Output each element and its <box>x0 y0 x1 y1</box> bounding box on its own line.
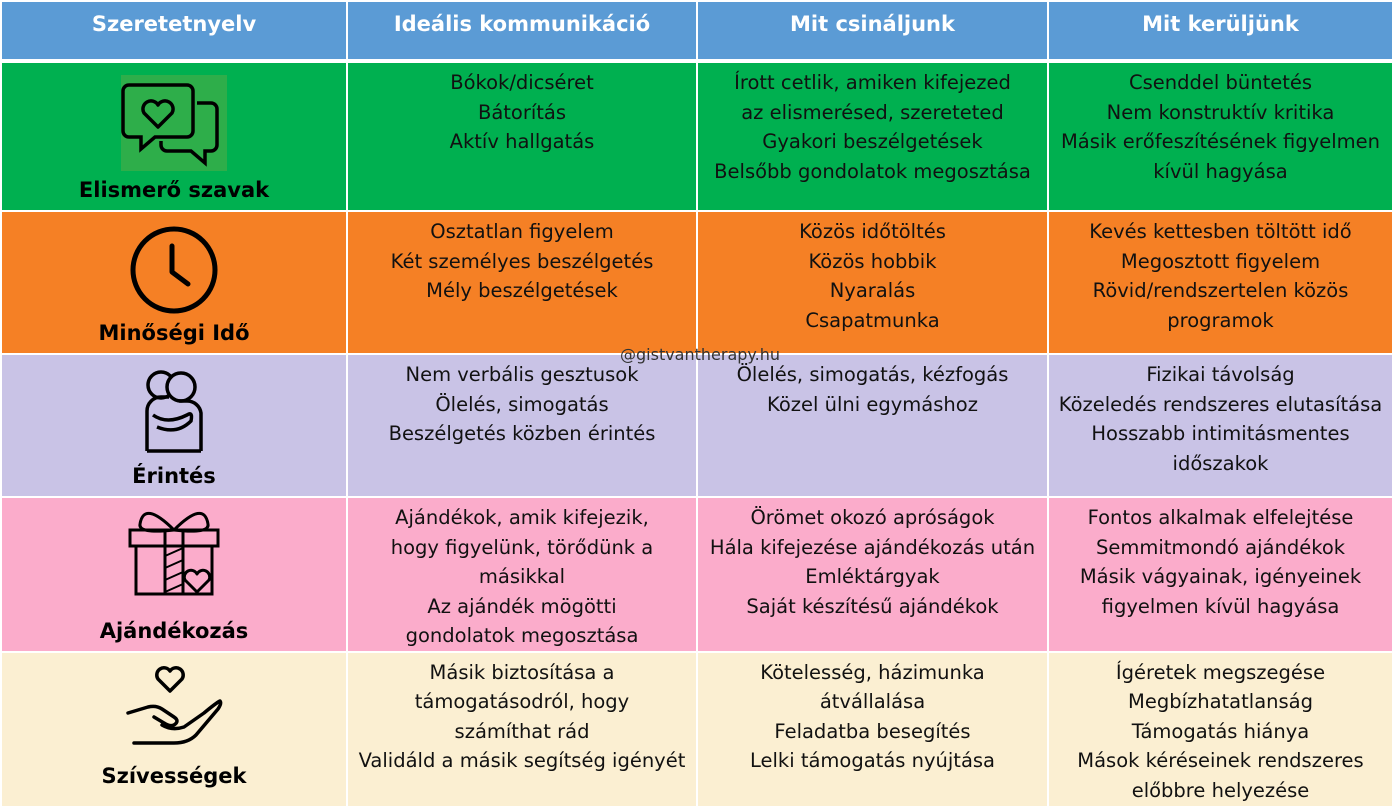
list-item: Másik erőfeszítésének figyelmen kívül hagyása <box>1060 130 1381 183</box>
watermark: @gistvantherapy.hu <box>620 345 780 364</box>
header-what-to-avoid: Mit kerüljünk <box>1048 1 1392 61</box>
do-cell <box>697 61 1048 211</box>
list-item: Ígéretek megszegése <box>1115 660 1326 684</box>
speech-bubbles-heart-icon <box>121 75 227 171</box>
list-item: Validáld a másik segítség igényét <box>358 749 686 772</box>
ideal-cell <box>347 497 697 652</box>
list-item: Bátorítás <box>477 100 567 124</box>
list-item: Aktív hallgatás <box>449 130 595 153</box>
language-cell <box>1 497 347 652</box>
list-item: Ölelés, simogatás <box>435 392 609 416</box>
header-ideal-communication: Ideális kommunikáció <box>347 1 697 61</box>
list-item: Nem verbális gesztusok <box>405 363 639 386</box>
list-item: Mély beszélgetések <box>426 279 618 302</box>
header-what-to-do: Mit csináljunk <box>697 1 1048 61</box>
table-row <box>1 497 1392 652</box>
list-item: Az ajándék mögötti gondolatok megosztása <box>405 594 639 647</box>
list-item: Közös időtöltés <box>799 220 946 243</box>
list-item: Semmitmondó ajándékok <box>1095 535 1346 559</box>
language-cell <box>1 61 347 211</box>
list-item: Fizikai távolság <box>1146 363 1295 386</box>
avoid-cell <box>1048 354 1392 497</box>
list-item: Rövid/rendszertelen közös programok <box>1092 279 1349 332</box>
table-row <box>1 652 1392 807</box>
language-cell <box>1 211 347 354</box>
avoid-cell <box>1048 211 1392 354</box>
table-row <box>1 61 1392 211</box>
list-item: Bókok/dicséret <box>450 71 594 94</box>
avoid-cell <box>1048 61 1392 211</box>
list-item: Emléktárgyak <box>805 565 940 588</box>
list-item: Lelki támogatás nyújtása <box>749 749 996 772</box>
gift-icon <box>127 506 221 598</box>
list-item: Beszélgetés közben érintés <box>388 422 656 445</box>
header-row <box>1 1 1392 61</box>
avoid-cell <box>1048 497 1392 652</box>
hug-icon <box>139 365 209 457</box>
list-item: Másik biztosítása a támogatásodról, hogy számíthat rád <box>414 660 630 743</box>
list-item: Feladatba besegítés <box>774 719 971 743</box>
list-item: Saját készítésű ajándékok <box>746 594 999 618</box>
list-item: Kevés kettesben töltött idő <box>1089 220 1352 243</box>
table-row <box>1 211 1392 354</box>
language-name: Minőségi Idő <box>98 321 250 345</box>
clock-icon <box>128 224 220 316</box>
ideal-cell <box>347 652 697 807</box>
list-item: Hosszabb intimitásmentes időszakok <box>1091 422 1350 475</box>
list-item: Nem konstruktív kritika <box>1106 100 1335 124</box>
ideal-cell <box>347 61 697 211</box>
table-row <box>1 354 1392 497</box>
language-cell <box>1 652 347 807</box>
language-cell <box>1 354 347 497</box>
list-item: Nyaralás <box>829 279 916 302</box>
list-item: Kötelesség, házimunka átvállalása <box>760 660 985 713</box>
list-item: Mások kéréseinek rendszeres előbbre helyezése <box>1077 749 1364 802</box>
list-item: Gyakori beszélgetések <box>762 130 983 153</box>
list-item: Közeledés rendszeres elutasítása <box>1058 392 1383 416</box>
list-item: Másik vágyainak, igényeinek figyelmen kívül hagyása <box>1079 565 1362 618</box>
language-name: Ajándékozás <box>99 618 249 643</box>
hand-heart-icon <box>124 663 224 753</box>
list-item: Támogatás hiánya <box>1131 719 1310 743</box>
list-item: Megbízhatatlanság <box>1128 690 1313 713</box>
list-item: Örömet okozó apróságok <box>750 506 995 529</box>
list-item: Ölelés, simogatás, kézfogás <box>736 363 1009 386</box>
list-item: Két személyes beszélgetés <box>390 249 654 273</box>
list-item: Hála kifejezése ajándékozás után <box>709 535 1036 559</box>
do-cell <box>697 652 1048 807</box>
list-item: Ajándékok, amik kifejezik, hogy figyelünk, törődünk a másikkal <box>390 506 654 588</box>
avoid-cell <box>1048 652 1392 807</box>
list-item: Közel ülni egymáshoz <box>767 392 978 416</box>
list-item: Közös hobbik <box>808 249 937 273</box>
ideal-cell <box>347 211 697 354</box>
do-cell <box>697 354 1048 497</box>
language-name: Elismerő szavak <box>78 178 270 202</box>
language-name: Érintés <box>132 464 216 488</box>
do-cell <box>697 211 1048 354</box>
list-item: Megosztott figyelem <box>1120 249 1321 273</box>
list-item: Fontos alkalmak elfelejtése <box>1087 506 1354 529</box>
language-name: Szívességek <box>101 763 247 788</box>
list-item: Írott cetlik, amiken kifejezed az elismerésed, szereteted <box>734 71 1011 124</box>
header-love-language: Szeretetnyelv <box>1 1 347 61</box>
list-item: Csenddel büntetés <box>1128 71 1313 94</box>
list-item: Belsőbb gondolatok megosztása <box>714 159 1031 183</box>
list-item: Osztatlan figyelem <box>430 220 614 243</box>
list-item: Csapatmunka <box>805 308 940 332</box>
do-cell <box>697 497 1048 652</box>
ideal-cell <box>347 354 697 497</box>
